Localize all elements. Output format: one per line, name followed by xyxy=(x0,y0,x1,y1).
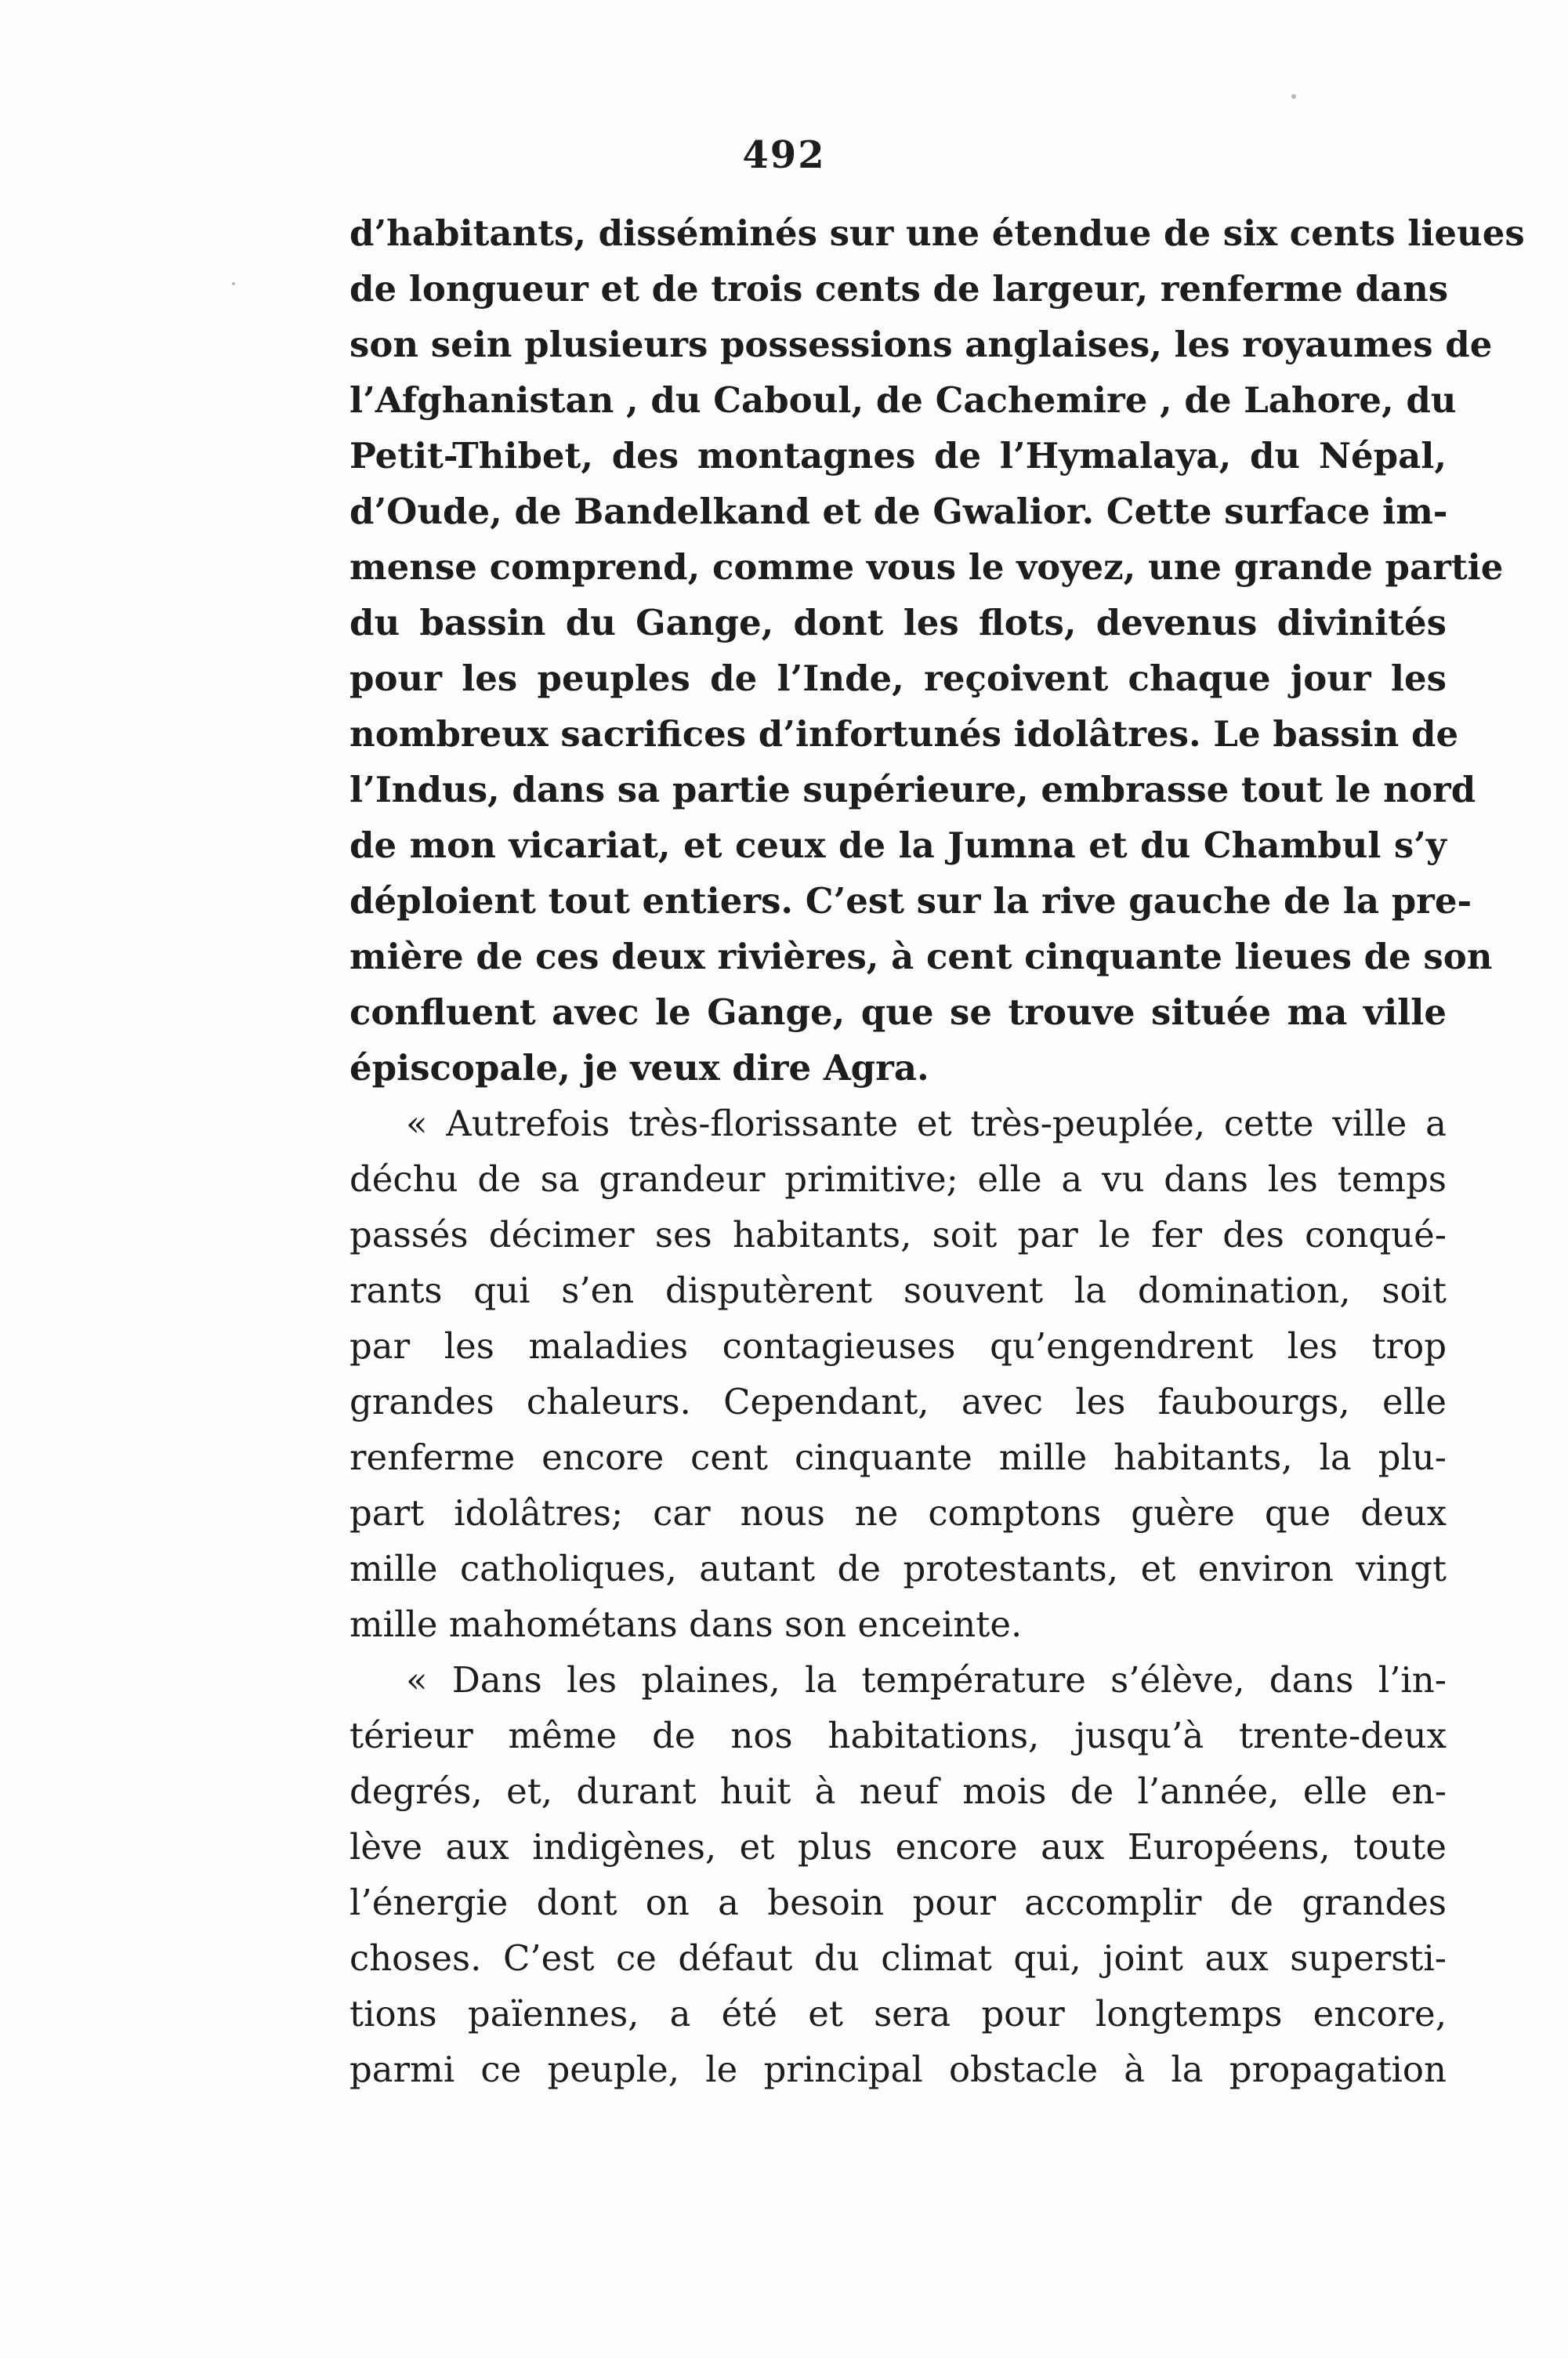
text-line: mille mahométans dans son enceinte. xyxy=(349,1603,1023,1645)
text-line: pour les peuples de l’Inde, reçoivent chaque jour les xyxy=(349,658,1447,699)
text-line: choses. C’est ce défaut du climat qui, joint aux supersti- xyxy=(349,1937,1447,1979)
text-line: part idolâtres; car nous ne comptons guère que deux xyxy=(349,1492,1447,1534)
text-line: mière de ces deux rivières, à cent cinquante lieues de son xyxy=(349,936,1493,977)
text-line: d’Oude, de Bandelkand et de Gwalior. Cette surface im- xyxy=(349,491,1448,532)
text-line: déploient tout entiers. C’est sur la rive gauche de la pre- xyxy=(349,880,1472,922)
text-line: nombreux sacrifices d’infortunés idolâtres. Le bassin de xyxy=(349,713,1459,755)
text-line: mille catholiques, autant de protestants, et environ vingt xyxy=(349,1548,1447,1589)
text-line: lève aux indigènes, et plus encore aux Européens, toute xyxy=(349,1826,1447,1868)
paper-speck xyxy=(232,282,235,285)
body-text xyxy=(349,205,1525,2097)
text-line: par les maladies contagieuses qu’engendrent les trop xyxy=(349,1325,1447,1367)
text-line: térieur même de nos habitations, jusqu’à trente-deux xyxy=(349,1715,1447,1756)
text-line: de longueur et de trois cents de largeur, renferme dans xyxy=(349,268,1449,310)
text-line: d’habitants, disséminés sur une étendue de six cents lieues xyxy=(349,212,1525,254)
text-line: degrés, et, durant huit à neuf mois de l’année, elle en- xyxy=(349,1770,1447,1812)
text-line: son sein plusieurs possessions anglaises, les royaumes de xyxy=(349,324,1493,365)
text-line: épiscopale, je veux dire Agra. xyxy=(349,1047,929,1089)
text-line: l’Indus, dans sa partie supérieure, embrasse tout le nord xyxy=(349,769,1476,810)
text-line: de mon vicariat, et ceux de la Jumna et du Chambul s’y xyxy=(349,824,1447,866)
text-line: « Autrefois très-florissante et très-peuplée, cette ville a xyxy=(406,1103,1447,1144)
text-line: Petit-Thibet, des montagnes de l’Hymalaya, du Népal, xyxy=(349,435,1447,477)
text-line: passés décimer ses habitants, soit par le fer des conqué- xyxy=(349,1214,1447,1256)
text-line: « Dans les plaines, la température s’élève, dans l’in- xyxy=(406,1659,1447,1701)
text-line: mense comprend, comme vous le voyez, une grande partie xyxy=(349,546,1504,588)
text-line: parmi ce peuple, le principal obstacle à la propagation xyxy=(349,2049,1447,2090)
text-line: déchu de sa grandeur primitive; elle a vu dans les temps xyxy=(349,1158,1447,1200)
text-line: l’énergie dont on a besoin pour accomplir de grandes xyxy=(349,1882,1447,1923)
text-line: grandes chaleurs. Cependant, avec les faubourgs, elle xyxy=(349,1381,1447,1422)
text-line: du bassin du Gange, dont les flots, devenus divinités xyxy=(349,602,1447,643)
text-line: renferme encore cent cinquante mille habitants, la plu- xyxy=(349,1437,1447,1478)
page-number: 492 xyxy=(742,133,826,177)
text-line: confluent avec le Gange, que se trouve située ma ville xyxy=(349,991,1447,1033)
text-line: tions païennes, a été et sera pour longtemps encore, xyxy=(349,1993,1447,2035)
paper-speck xyxy=(1291,94,1296,99)
text-line: l’Afghanistan , du Caboul, de Cachemire , de Lahore, du xyxy=(349,379,1457,421)
text-line: rants qui s’en disputèrent souvent la domination, soit xyxy=(349,1270,1447,1311)
